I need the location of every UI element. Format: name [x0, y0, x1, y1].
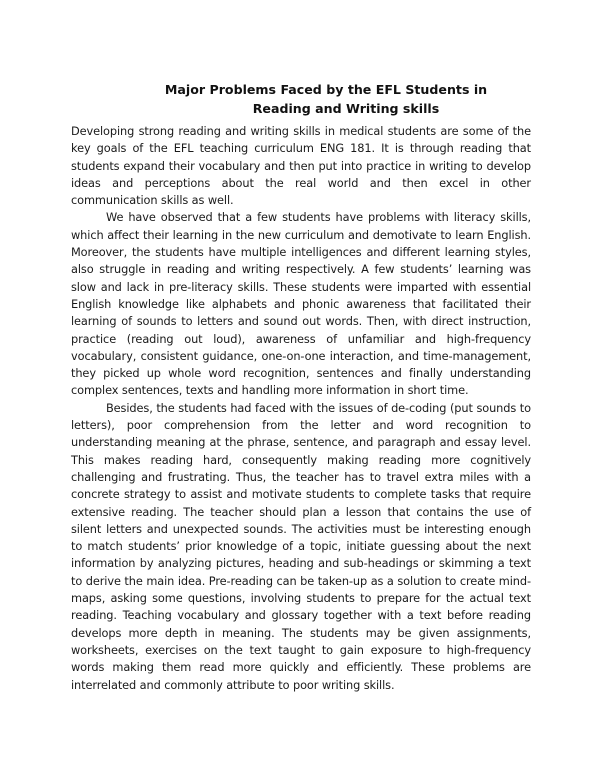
- document-body: [71, 123, 531, 694]
- title-line-1: Major Problems Faced by the EFL Students in: [164, 82, 488, 97]
- paragraph-decoding-issues: Besides, the students had faced with the issues of de-coding (put sounds to letters), poor comprehension from the letter and word recognition to understanding meaning at the phrase, sentence, and paragraph and essay level. This makes reading hard, consequently making reading more cognitively challenging and frustrating. Thus, the teacher has to travel extra miles with a concrete strategy to assist and motivate students to complete tasks that require extensive reading. The teacher should plan a lesson that contains the use of silent letters and unexpected sounds. The activities must be interesting enough to match students’ prior knowledge of a topic, initiate guessing about the next information by analyzing pictures, heading and sub-headings or skimming a text to derive the main idea. Pre-reading can be taken-up as a solution to create mind-maps, asking some questions, involving students to prepare for the actual text reading. Teaching vocabulary and glossary together with a text before reading develops more depth in meaning. The students may be given assignments, worksheets, exercises on the text taught to gain exposure to high-frequency words making them read more quickly and efficiently. These problems are interrelated and commonly attribute to poor writing skills.: [71, 400, 531, 692]
- paragraph-intro: Developing strong reading and writing skills in medical students are some of the key goals of the EFL teaching curriculum ENG 181. It is through reading that students expand their vocabulary and then put into practice in writing to develop ideas and perceptions about the real world and then excel in other communication skills as well.: [71, 124, 531, 208]
- title-line-2: Reading and Writing skills: [252, 101, 440, 116]
- paragraph-literacy-skills: We have observed that a few students have problems with literacy skills, which affect their learning in the new curriculum and demotivate to learn English. Moreover, the students have multiple intelligences and different learning styles, also struggle in reading and writing respectively. A few students’ learning was slow and lack in pre-literacy skills. These students were imparted with essential English knowledge like alphabets and phonic awareness that facilitated their learning of sounds to letters and sound out words. Then, with direct instruction, practice (reading out loud), awareness of unfamiliar and high-frequency vocabulary, consistent guidance, one-on-one interaction, and time-management, they picked up whole word recognition, sentences and finally understanding complex sentences, texts and handling more information in short time.: [71, 210, 531, 398]
- document-title: [0, 80, 600, 118]
